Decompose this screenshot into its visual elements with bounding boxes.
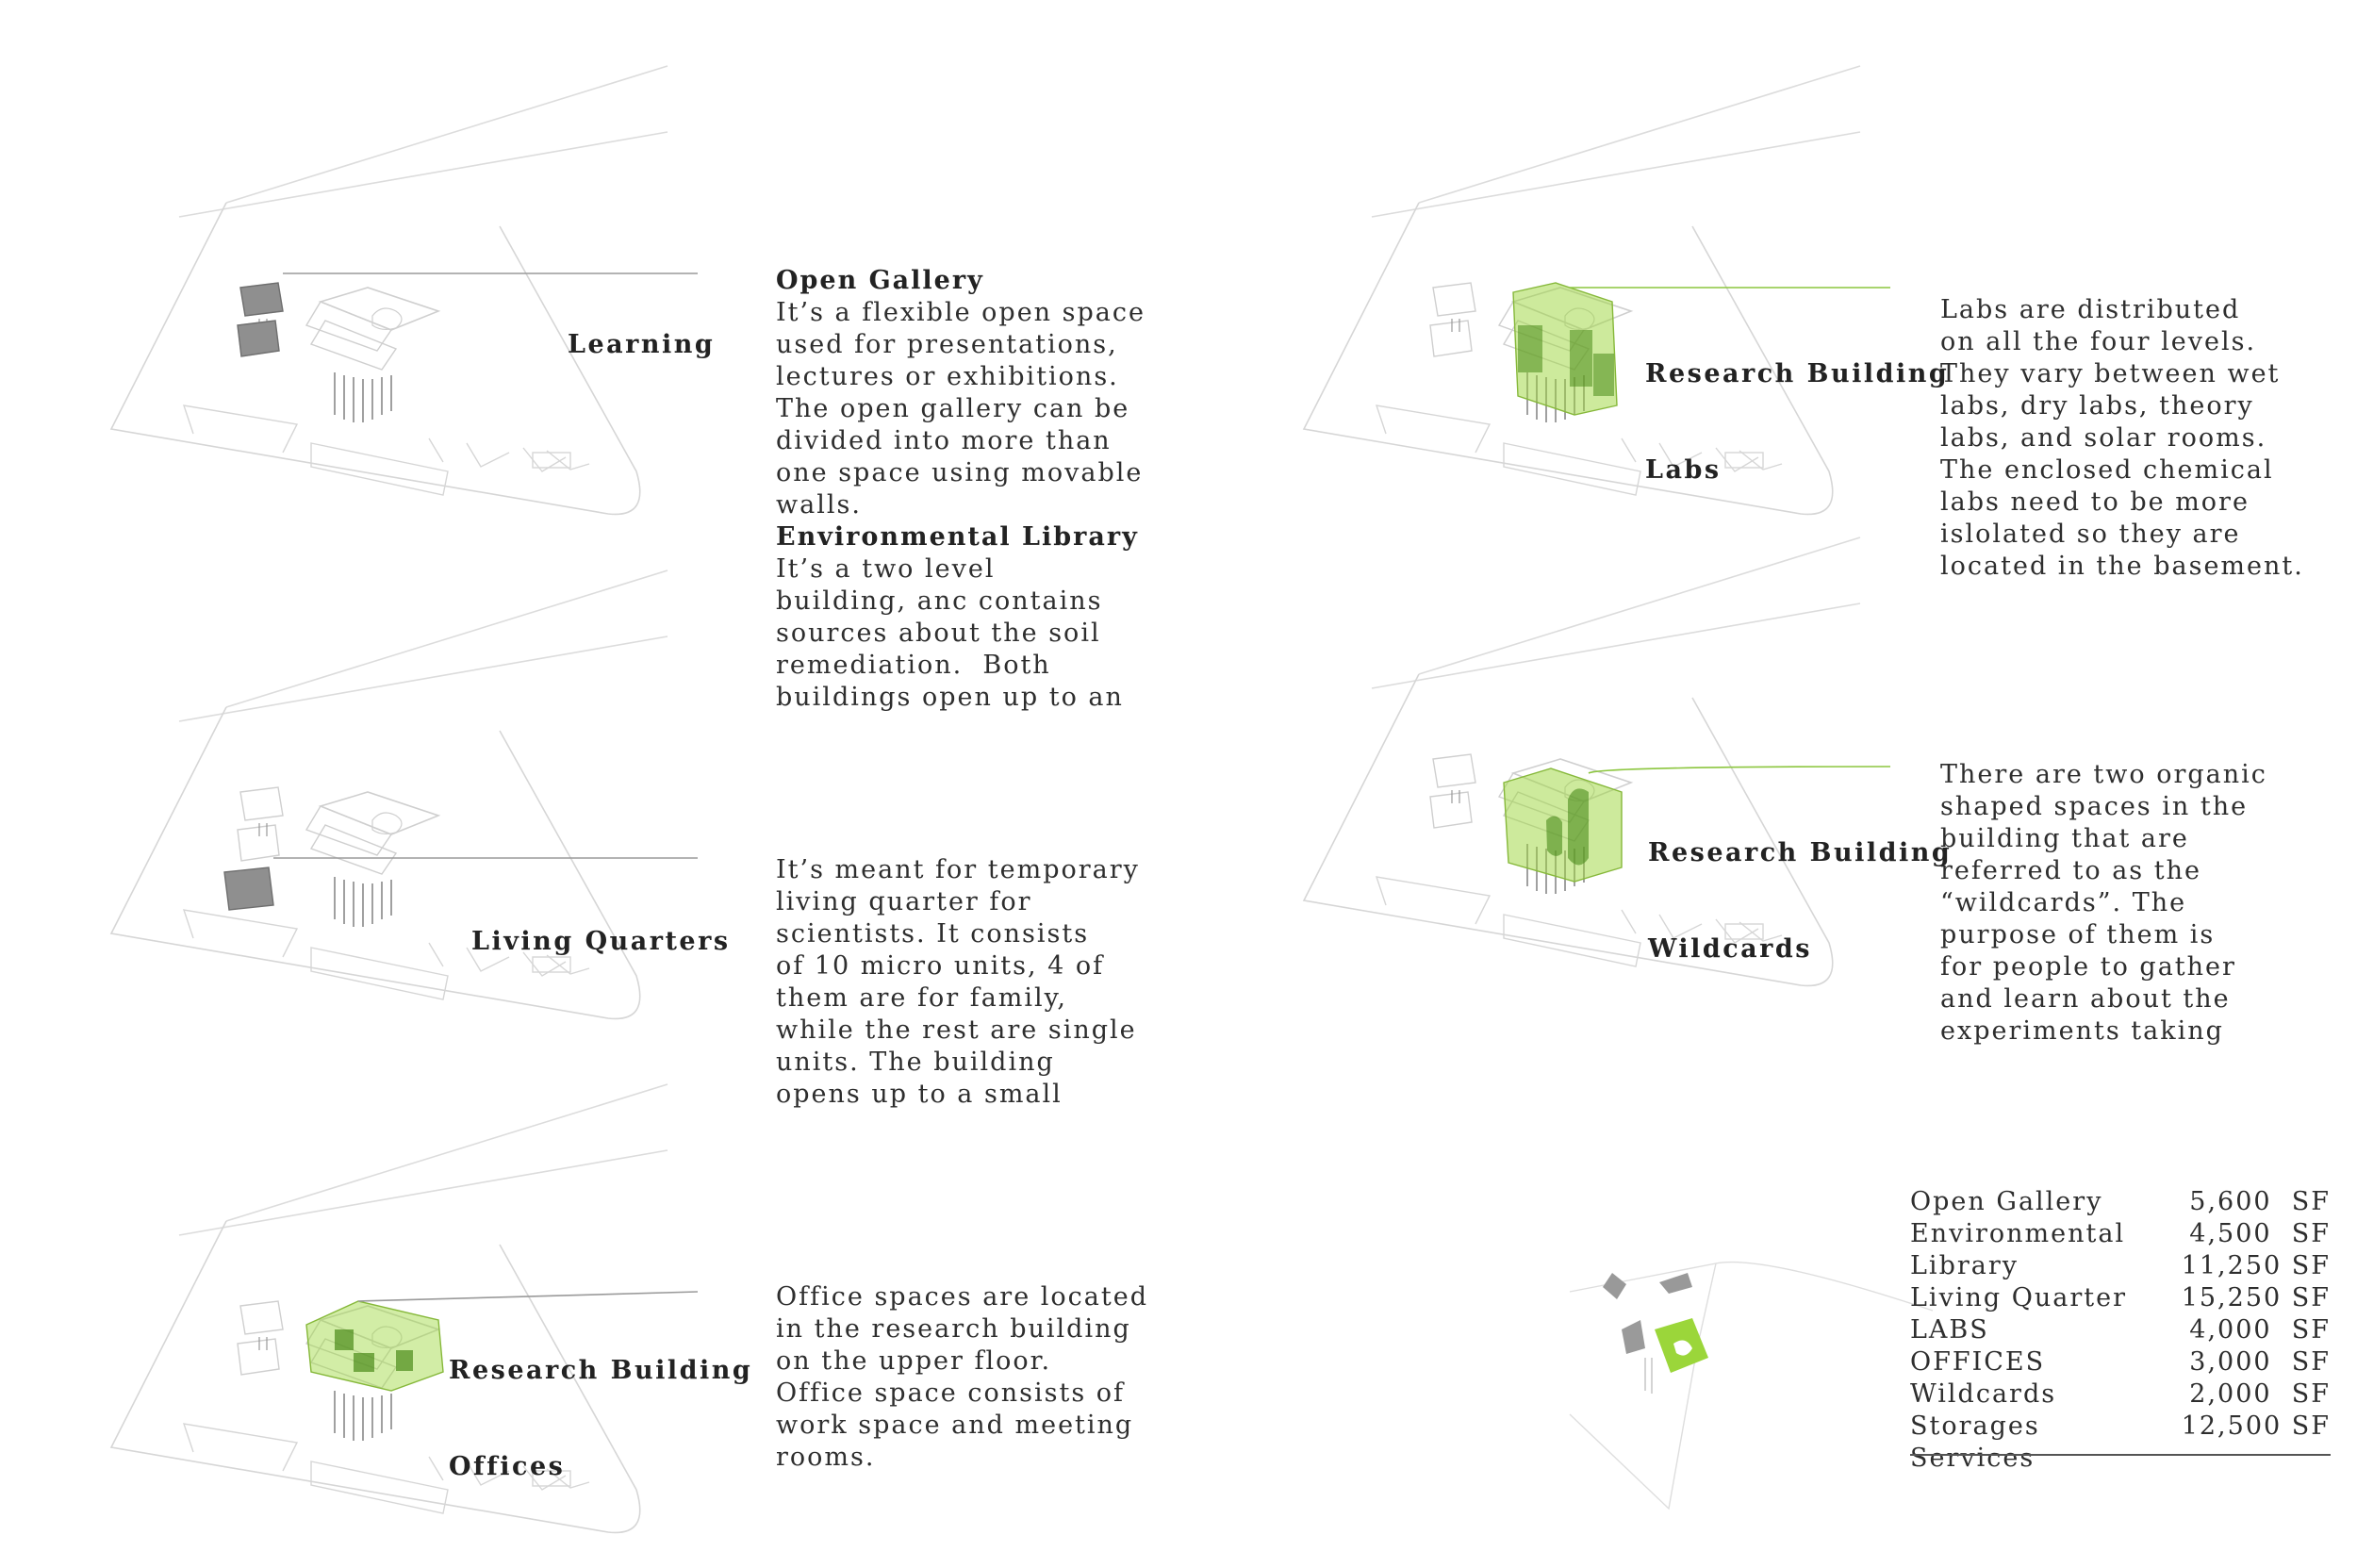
- desc-line: while the rest are single: [776, 1015, 1137, 1045]
- area-value: 5,600 SF: [2189, 1187, 2331, 1216]
- label-line: Living Quarters: [471, 927, 731, 956]
- wildcards-description: [1940, 759, 2267, 1048]
- desc-line: remediation. Both: [776, 651, 1051, 680]
- area-name: OFFICES: [1910, 1347, 2046, 1377]
- area-value: 4,500 SF: [2189, 1219, 2331, 1248]
- offices-description: [776, 1281, 1148, 1474]
- desc-line: for people to gather: [1940, 952, 2236, 982]
- desc-line: on all the four levels.: [1940, 327, 2257, 356]
- label-line: Research Building: [449, 1356, 753, 1385]
- desc-line: opens up to a small: [776, 1080, 1063, 1109]
- label-line: Research Building: [1648, 838, 1953, 867]
- area-value: 15,250 SF: [2181, 1283, 2331, 1312]
- area-name: Living Quarter: [1910, 1283, 2127, 1312]
- desc-line: referred to as the: [1940, 856, 2201, 885]
- offices-label: [449, 1291, 752, 1515]
- desc-line: one space using movable: [776, 458, 1144, 487]
- desc-line: purpose of them is: [1940, 920, 2216, 949]
- desc-line: rooms.: [776, 1443, 876, 1472]
- area-name: Wildcards: [1910, 1379, 2057, 1409]
- area-row: [1910, 1250, 2331, 1282]
- area-name: Storages: [1910, 1411, 2040, 1441]
- area-value: 11,250 SF: [2181, 1251, 2331, 1280]
- label-line: Wildcards: [1648, 934, 1812, 964]
- desc-line: Labs are distributed: [1940, 295, 2241, 324]
- desc-line: “wildcards”. The: [1940, 888, 2187, 917]
- desc-line: Office spaces are located: [776, 1282, 1149, 1312]
- desc-line: There are two organic: [1940, 760, 2267, 789]
- label-line: Research Building: [1645, 359, 1950, 388]
- area-row: [1910, 1186, 2331, 1218]
- desc-line: shaped spaces in the: [1940, 792, 2249, 821]
- desc-line: The open gallery can be: [776, 394, 1130, 423]
- desc-line: It’s a two level: [776, 554, 996, 584]
- desc-line: in the research building: [776, 1314, 1131, 1344]
- area-name: LABS: [1910, 1315, 1989, 1345]
- desc-line: buildings open up to an: [776, 683, 1124, 712]
- desc-line: lectures or exhibitions.: [776, 362, 1119, 391]
- area-row: [1910, 1411, 2331, 1443]
- label-line: Offices: [449, 1452, 566, 1481]
- label-line: Learning: [568, 330, 716, 359]
- desc-line: and learn about the: [1940, 984, 2231, 1014]
- area-services: Services: [1910, 1444, 2036, 1473]
- labs-description: [1940, 294, 2304, 583]
- desc-line: islolated so they are: [1940, 520, 2241, 549]
- wildcards-label: [1648, 773, 1952, 998]
- desc-line: units. The building: [776, 1048, 1055, 1077]
- environmental-library-heading: Environmental Library: [776, 522, 1139, 552]
- desc-line: them are for family,: [776, 983, 1067, 1013]
- desc-line: The enclosed chemical: [1940, 455, 2274, 485]
- area-row: [1910, 1346, 2331, 1378]
- learning-label: [568, 265, 715, 393]
- desc-line: building, anc contains: [776, 586, 1103, 616]
- label-line: Labs: [1645, 455, 1722, 485]
- desc-line: It’s meant for temporary: [776, 855, 1140, 884]
- area-value: 4,000 SF: [2189, 1315, 2331, 1345]
- learning-description: [776, 265, 1146, 714]
- desc-line: used for presentations,: [776, 330, 1118, 359]
- desc-line: building that are: [1940, 824, 2189, 853]
- area-row: [1910, 1378, 2331, 1411]
- area-table: [1910, 1186, 2331, 1475]
- living-quarters-label: [471, 862, 731, 990]
- area-row: [1910, 1218, 2331, 1250]
- area-row: [1910, 1282, 2331, 1314]
- area-value: 2,000 SF: [2189, 1379, 2331, 1409]
- desc-line: It’s a flexible open space: [776, 298, 1146, 327]
- desc-line: living quarter for: [776, 887, 1032, 916]
- desc-line: They vary between wet: [1940, 359, 2281, 388]
- area-name: Library: [1910, 1251, 2019, 1280]
- desc-line: labs need to be more: [1940, 487, 2250, 517]
- desc-line: located in the basement.: [1940, 552, 2304, 581]
- area-name: Open Gallery: [1910, 1187, 2103, 1216]
- desc-line: scientists. It consists: [776, 919, 1090, 949]
- desc-line: Office space consists of: [776, 1378, 1126, 1408]
- desc-line: experiments taking: [1940, 1016, 2224, 1046]
- desc-line: divided into more than: [776, 426, 1112, 455]
- desc-line: labs, and solar rooms.: [1940, 423, 2267, 453]
- desc-line: walls.: [776, 490, 862, 520]
- living-quarters-description: [776, 854, 1140, 1111]
- area-name: Environmental: [1910, 1219, 2126, 1248]
- labs-label: [1645, 294, 1949, 519]
- key-map: [1570, 1263, 1933, 1509]
- desc-line: of 10 micro units, 4 of: [776, 951, 1105, 981]
- desc-line: on the upper floor.: [776, 1346, 1052, 1376]
- desc-line: labs, dry labs, theory: [1940, 391, 2254, 421]
- area-row: [1910, 1314, 2331, 1346]
- area-table-rule: [1910, 1454, 2331, 1456]
- area-value: 3,000 SF: [2189, 1347, 2331, 1377]
- desc-line: sources about the soil: [776, 619, 1101, 648]
- desc-line: work space and meeting: [776, 1411, 1134, 1440]
- open-gallery-heading: Open Gallery: [776, 266, 984, 295]
- area-value: 12,500 SF: [2181, 1411, 2331, 1441]
